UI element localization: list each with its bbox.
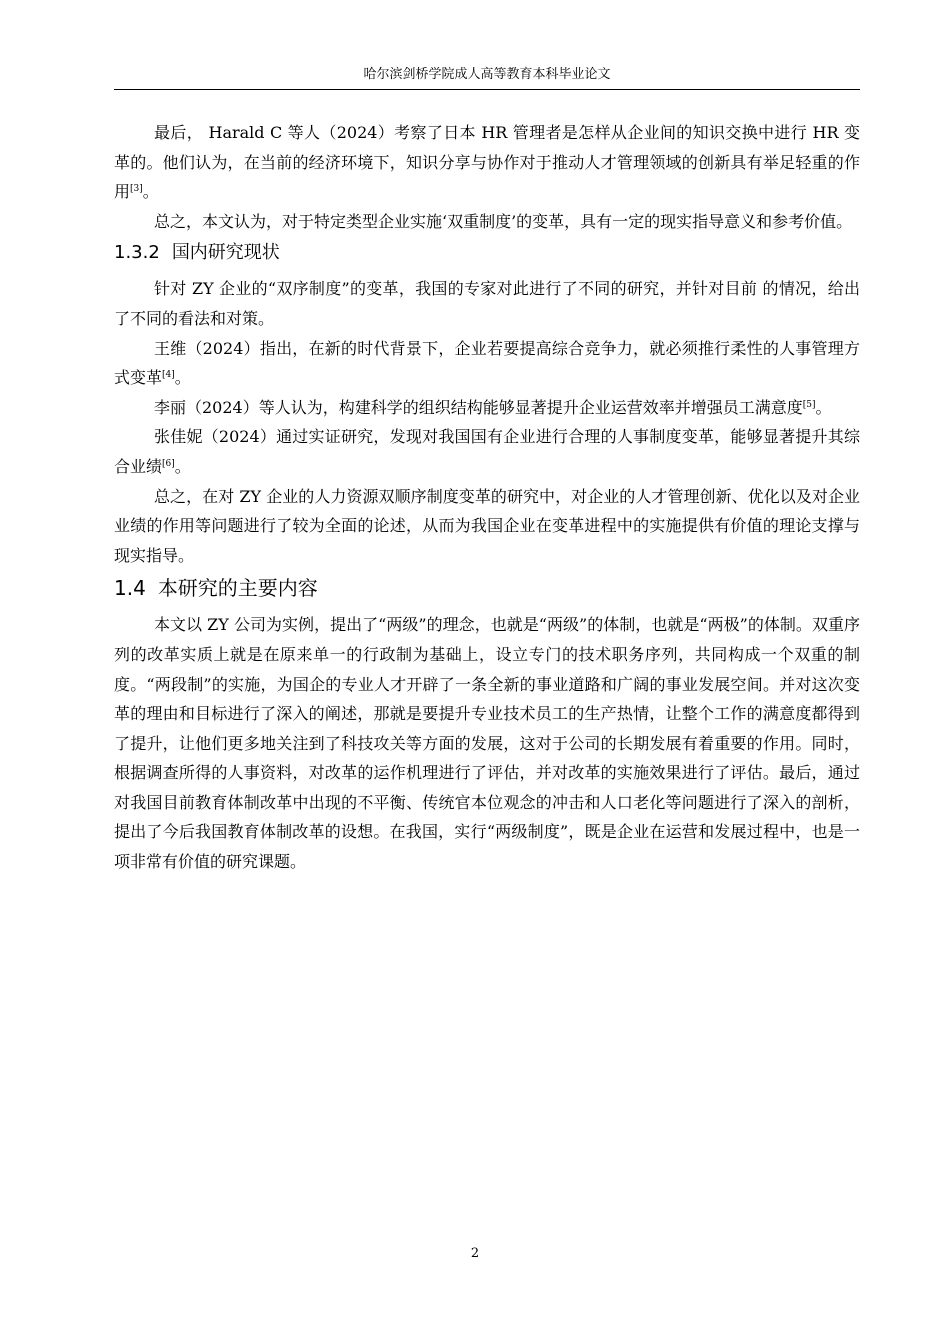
paragraph-text: 王维（2024）指出，在新的时代背景下，企业若要提高综合竞争力，就必须推行柔性的人事管理方式变革	[114, 338, 860, 388]
paragraph-zhangjiani	[114, 422, 860, 481]
header-divider	[114, 89, 860, 90]
paragraph-text: 总之，本文认为，对于特定类型企业实施‘双重制度’的变革，具有一定的现实指导意义和参考价值。	[154, 211, 853, 231]
paragraph-text: 针对 ZY 企业的“双序制度”的变革，我国的专家对此进行了不同的研究，并针对目前 的情况，给出了不同的看法和对策。	[114, 279, 860, 328]
section-title: 本研究的主要内容	[157, 576, 318, 601]
paragraph-domestic-intro	[114, 274, 860, 333]
paragraph-tail: 。	[174, 368, 191, 388]
section-number: 1.4	[114, 576, 146, 601]
page-number: 2	[470, 1246, 480, 1261]
paragraph-tail: 。	[174, 456, 191, 476]
citation-ref: [5]	[802, 399, 816, 410]
paragraph-text: 李丽（2024）等人认为，构建科学的组织结构能够显著提升企业运营效率并增强员工满意度	[154, 397, 803, 417]
paragraph-text: 本文以 ZY 公司为实例，提出了“两级”的理念，也就是“两级”的体制，也就是“两极”的体制。双重序列的改革实质上就是在原来单一的行政制为基础上，设立专门的技术职务序列，共同构成一个双重的制度。“两段制”的实施，为国企的专业人才开辟了一条全新的事业道路和广阔的事业发展空间。并对这次变革的理由和目标进行了深入的阐述，那就是要提升专业技术员工的生产热情，让整个工作的满意度都得到了提升，让他们更多地关注到了科技攻关等方面的发展，这对于公司的长期发展有着重要的作用。同时，根据调查所得的人事资料，对改革的运作机理进行了评估，并对改革的实施效果进行了评估。最后，通过对我国目前教育体制改革中出现的不平衡、传统官本位观念的冲击和人口老化等问题进行了深入的剖析，提出了今后我国教育体制改革的设想。在我国，实行“两级制度”，既是企业在运营和发展过程中，也是一项非常有价值的研究课题。	[114, 615, 860, 872]
paragraph-harald	[114, 118, 860, 207]
section-heading-1-3-2	[114, 238, 860, 268]
citation-ref: [4]	[162, 370, 175, 381]
paragraph-lili	[114, 393, 860, 423]
section-heading-1-4	[114, 572, 860, 604]
paragraph-tail: 。	[815, 397, 832, 417]
section-number: 1.3.2	[114, 242, 160, 264]
paragraph-summary-domestic	[114, 482, 860, 571]
paragraph-summary-foreign	[114, 207, 860, 237]
page-header-title: 哈尔滨剑桥学院成人高等教育本科毕业论文	[363, 67, 611, 82]
paragraph-main-content	[114, 610, 860, 876]
citation-ref: [3]	[130, 184, 143, 195]
paragraph-text: 最后， Harald C 等人（2024）考察了日本 HR 管理者是怎样从企业间的知识交换中进行 HR 变革的。他们认为，在当前的经济环境下，知识分享与协作对于推动人才管理领域的创新具有举足轻重的作用	[114, 123, 860, 202]
paragraph-tail: 。	[142, 182, 159, 202]
paragraph-wangwei	[114, 334, 860, 393]
paragraph-text: 张佳妮（2024）通过实证研究，发现对我国国有企业进行合理的人事制度变革，能够显著提升其综合业绩	[114, 427, 860, 476]
document-body	[114, 118, 860, 877]
paragraph-text: 总之，在对 ZY 企业的人力资源双顺序制度变革的研究中，对企业的人才管理创新、优化以及对企业业绩的作用等问题进行了较为全面的论述，从而为我国企业在变革进程中的实施提供有价值的理论支撑与现实指导。	[114, 486, 860, 565]
section-title: 国内研究现状	[171, 242, 280, 264]
citation-ref: [6]	[162, 458, 175, 469]
